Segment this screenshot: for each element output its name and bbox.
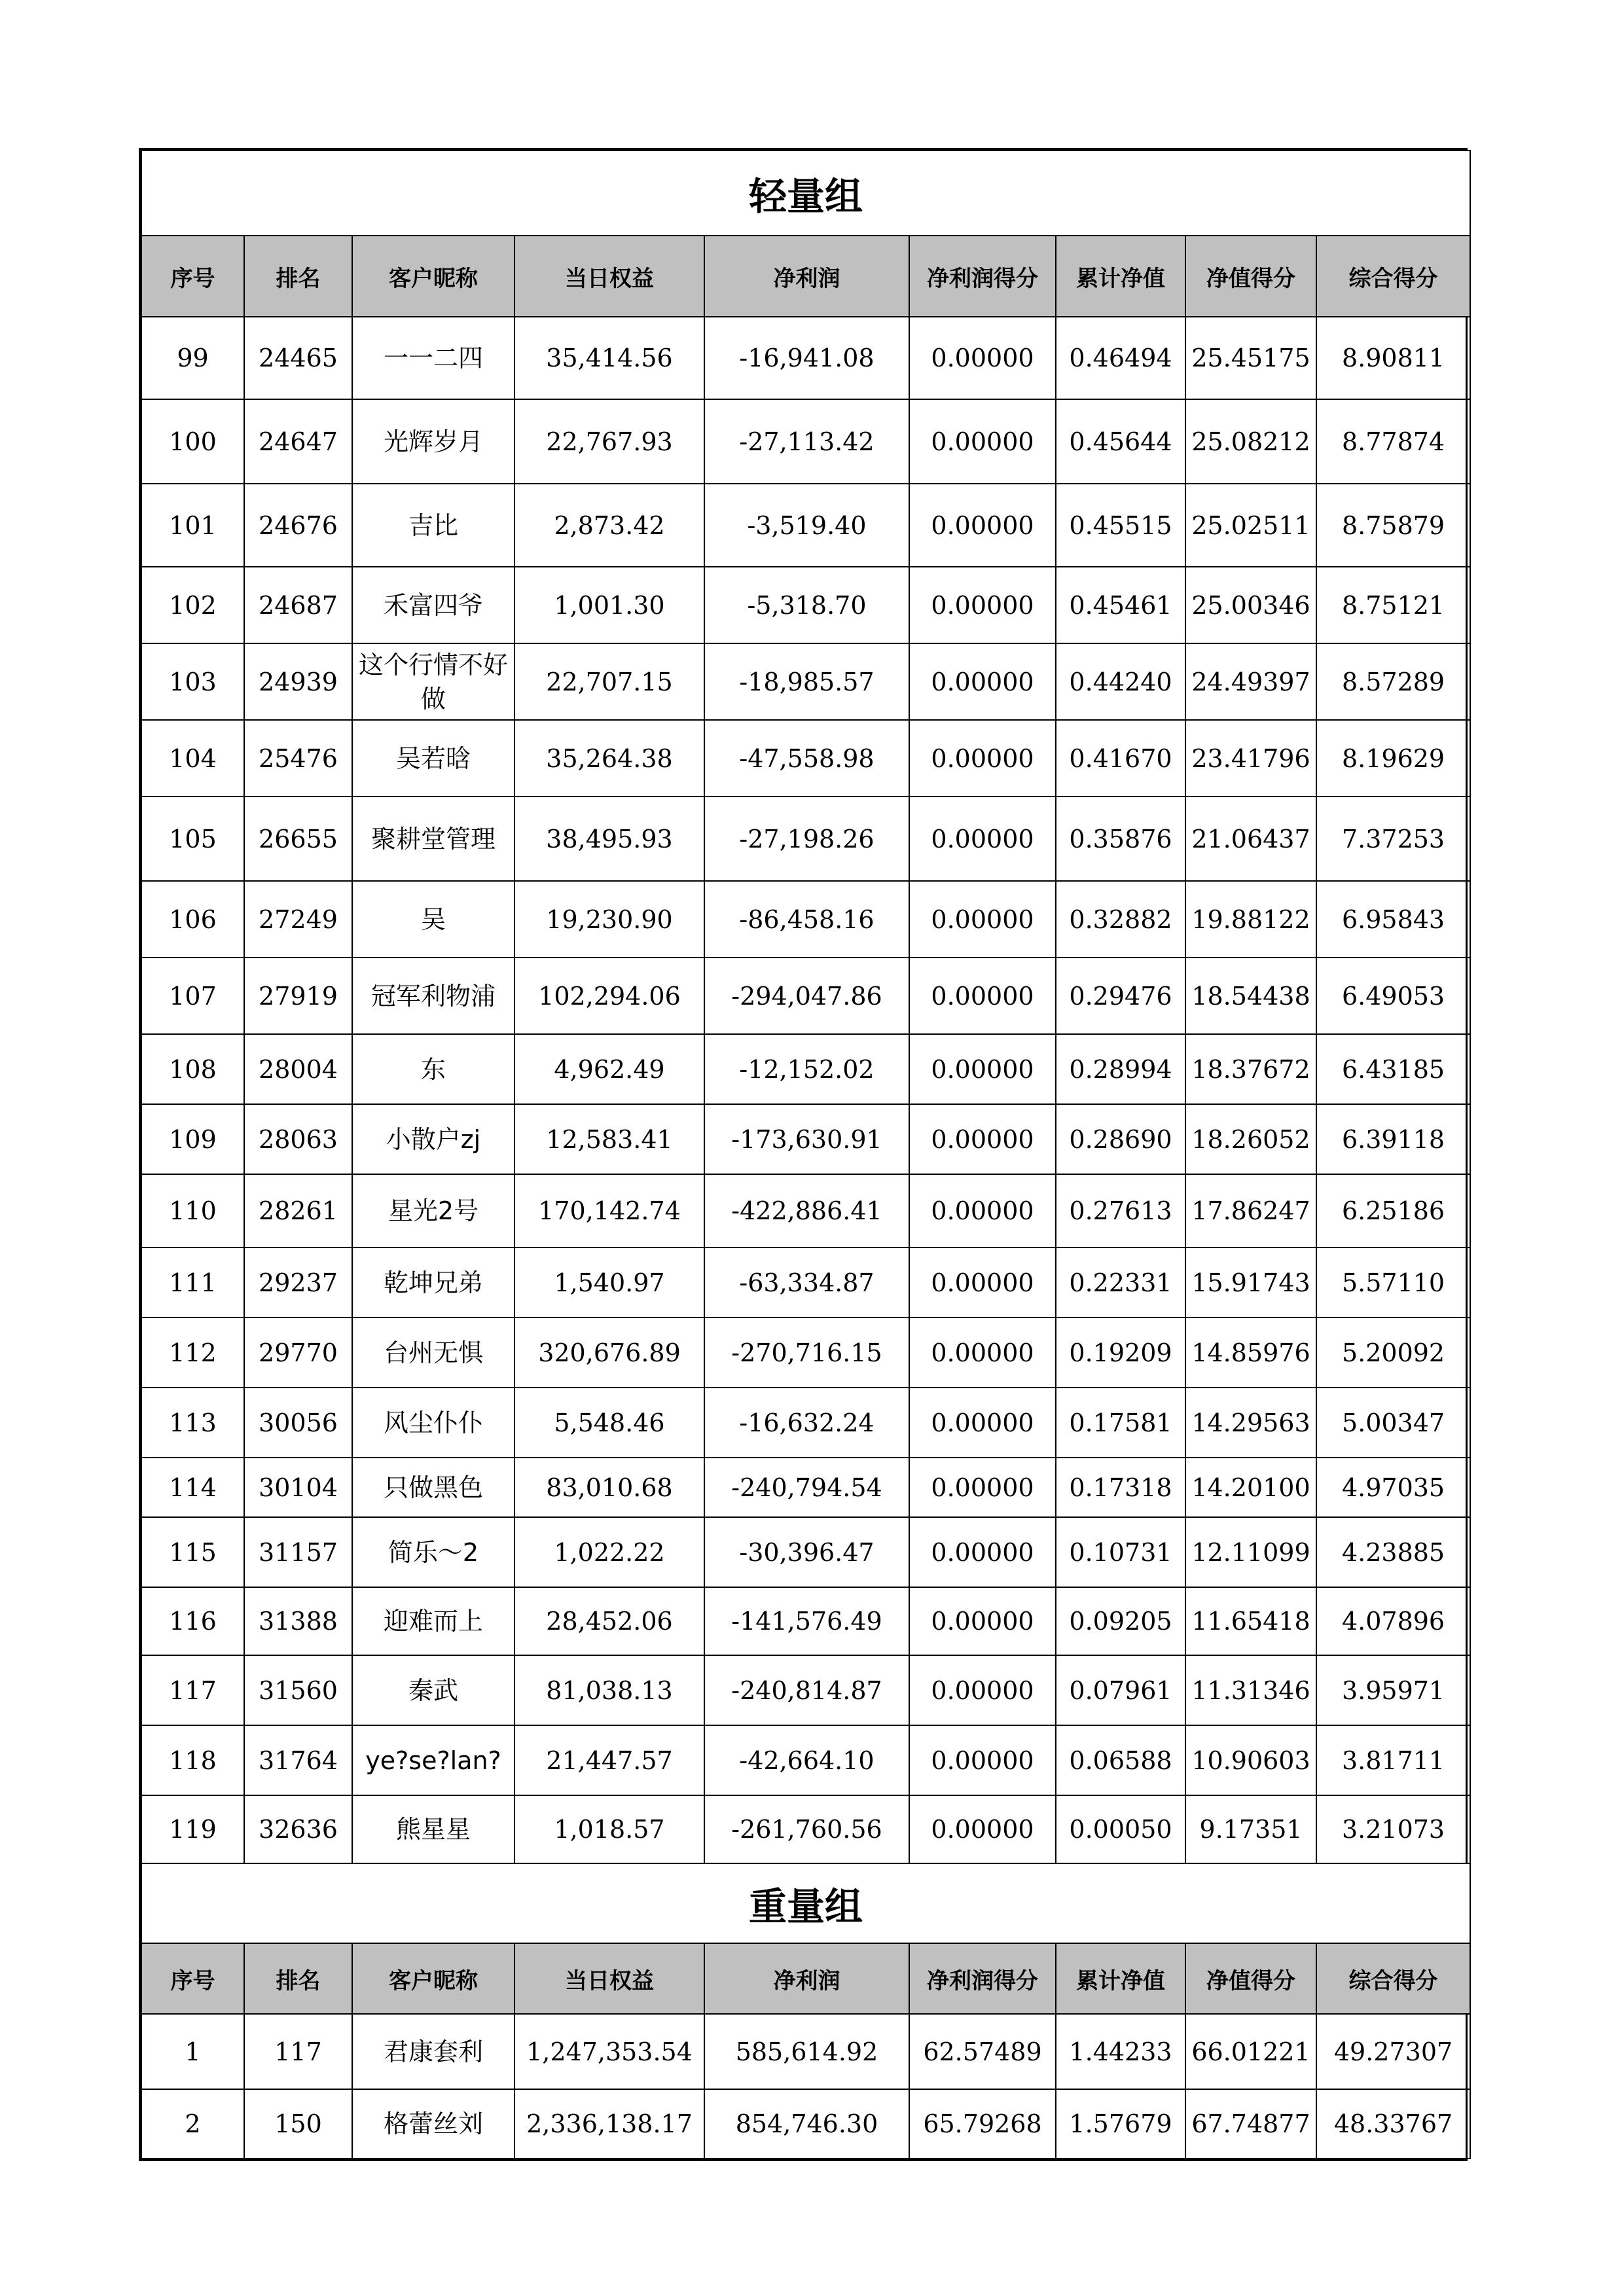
- cell-nav-score: 25.08212: [1185, 399, 1316, 484]
- cell-total: 3.21073: [1316, 1795, 1470, 1863]
- cell-nav: 0.28690: [1056, 1104, 1185, 1174]
- cell-nav: 0.27613: [1056, 1174, 1185, 1247]
- table-row: [141, 958, 1470, 1034]
- table-row: [141, 1655, 1470, 1725]
- cell-rank: 24676: [244, 484, 352, 567]
- cell-no: 119: [141, 1795, 244, 1863]
- cell-nav: 0.45515: [1056, 484, 1185, 567]
- table-row: [141, 1174, 1470, 1247]
- cell-no: 1: [141, 2014, 244, 2089]
- cell-profit-score: 0.00000: [909, 881, 1056, 958]
- cell-profit: 854,746.30: [704, 2089, 909, 2159]
- cell-profit-score: 0.00000: [909, 643, 1056, 720]
- cell-profit: -47,558.98: [704, 720, 909, 797]
- cell-nav: 1.57679: [1056, 2089, 1185, 2159]
- cell-profit-score: 0.00000: [909, 1725, 1056, 1795]
- cell-nav: 0.35876: [1056, 797, 1185, 881]
- cell-rank: 150: [244, 2089, 352, 2159]
- column-header: 序号: [141, 236, 244, 317]
- cell-profit: -27,198.26: [704, 797, 909, 881]
- cell-nav: 0.22331: [1056, 1247, 1185, 1318]
- cell-total: 5.20092: [1316, 1318, 1470, 1388]
- cell-nav-score: 12.11099: [1185, 1517, 1316, 1587]
- table-row: [141, 1587, 1470, 1655]
- cell-total: 3.81711: [1316, 1725, 1470, 1795]
- cell-name: 台州无惧: [352, 1318, 514, 1388]
- cell-no: 102: [141, 567, 244, 643]
- column-header: 净值得分: [1185, 1943, 1316, 2014]
- cell-equity: 83,010.68: [514, 1458, 704, 1517]
- cell-profit-score: 0.00000: [909, 958, 1056, 1034]
- cell-no: 100: [141, 399, 244, 484]
- cell-equity: 170,142.74: [514, 1174, 704, 1247]
- ranking-sheet: [139, 148, 1468, 2161]
- cell-nav-score: 11.65418: [1185, 1587, 1316, 1655]
- cell-nav: 0.41670: [1056, 720, 1185, 797]
- table-row: [141, 1247, 1470, 1318]
- cell-equity: 38,495.93: [514, 797, 704, 881]
- cell-nav: 0.46494: [1056, 317, 1185, 399]
- cell-nav-score: 14.20100: [1185, 1458, 1316, 1517]
- cell-profit-score: 0.00000: [909, 1655, 1056, 1725]
- cell-total: 8.90811: [1316, 317, 1470, 399]
- cell-nav: 0.06588: [1056, 1725, 1185, 1795]
- cell-profit-score: 0.00000: [909, 1034, 1056, 1104]
- cell-profit-score: 0.00000: [909, 797, 1056, 881]
- cell-nav-score: 25.02511: [1185, 484, 1316, 567]
- cell-profit: 585,614.92: [704, 2014, 909, 2089]
- cell-nav-score: 25.00346: [1185, 567, 1316, 643]
- cell-total: 8.19629: [1316, 720, 1470, 797]
- cell-profit: -261,760.56: [704, 1795, 909, 1863]
- cell-rank: 31560: [244, 1655, 352, 1725]
- cell-no: 2: [141, 2089, 244, 2159]
- cell-equity: 320,676.89: [514, 1318, 704, 1388]
- cell-profit: -42,664.10: [704, 1725, 909, 1795]
- cell-nav: 0.07961: [1056, 1655, 1185, 1725]
- cell-name: 小散户zj: [352, 1104, 514, 1174]
- cell-no: 114: [141, 1458, 244, 1517]
- column-header: 净利润: [704, 1943, 909, 2014]
- cell-equity: 2,873.42: [514, 484, 704, 567]
- cell-profit: -294,047.86: [704, 958, 909, 1034]
- cell-equity: 81,038.13: [514, 1655, 704, 1725]
- cell-name: 吉比: [352, 484, 514, 567]
- cell-rank: 32636: [244, 1795, 352, 1863]
- cell-nav-score: 25.45175: [1185, 317, 1316, 399]
- cell-nav: 1.44233: [1056, 2014, 1185, 2089]
- cell-no: 110: [141, 1174, 244, 1247]
- table-row: [141, 317, 1470, 399]
- table-row: [141, 1725, 1470, 1795]
- column-header: 综合得分: [1316, 1943, 1470, 2014]
- cell-rank: 24687: [244, 567, 352, 643]
- table-row: [141, 2089, 1470, 2159]
- cell-profit-score: 62.57489: [909, 2014, 1056, 2089]
- cell-profit: -18,985.57: [704, 643, 909, 720]
- light-group-header-row: [141, 236, 1470, 317]
- cell-profit-score: 0.00000: [909, 317, 1056, 399]
- cell-name: ye?se?lan?: [352, 1725, 514, 1795]
- column-header: 序号: [141, 1943, 244, 2014]
- cell-name: 简乐～2: [352, 1517, 514, 1587]
- column-header: 净利润得分: [909, 1943, 1056, 2014]
- table-row: [141, 1318, 1470, 1388]
- cell-name: 熊星星: [352, 1795, 514, 1863]
- table-row: [141, 1388, 1470, 1458]
- column-header: 排名: [244, 236, 352, 317]
- column-header: 净利润: [704, 236, 909, 317]
- cell-total: 4.23885: [1316, 1517, 1470, 1587]
- cell-nav: 0.28994: [1056, 1034, 1185, 1104]
- column-header: 客户昵称: [352, 1943, 514, 2014]
- cell-nav-score: 67.74877: [1185, 2089, 1316, 2159]
- cell-total: 6.25186: [1316, 1174, 1470, 1247]
- cell-nav-score: 15.91743: [1185, 1247, 1316, 1318]
- cell-rank: 31157: [244, 1517, 352, 1587]
- cell-nav: 0.45461: [1056, 567, 1185, 643]
- column-header: 净利润得分: [909, 236, 1056, 317]
- cell-nav-score: 23.41796: [1185, 720, 1316, 797]
- cell-name: 聚耕堂管理: [352, 797, 514, 881]
- table-row: [141, 399, 1470, 484]
- table-row: [141, 1517, 1470, 1587]
- cell-profit-score: 0.00000: [909, 1517, 1056, 1587]
- cell-equity: 4,962.49: [514, 1034, 704, 1104]
- cell-profit: -173,630.91: [704, 1104, 909, 1174]
- cell-nav: 0.44240: [1056, 643, 1185, 720]
- cell-name: 秦武: [352, 1655, 514, 1725]
- cell-profit: -86,458.16: [704, 881, 909, 958]
- cell-profit-score: 0.00000: [909, 1318, 1056, 1388]
- table-row: [141, 797, 1470, 881]
- cell-profit-score: 0.00000: [909, 1388, 1056, 1458]
- cell-total: 7.37253: [1316, 797, 1470, 881]
- column-header: 累计净值: [1056, 1943, 1185, 2014]
- cell-nav: 0.29476: [1056, 958, 1185, 1034]
- cell-profit: -27,113.42: [704, 399, 909, 484]
- cell-profit-score: 0.00000: [909, 720, 1056, 797]
- cell-nav: 0.09205: [1056, 1587, 1185, 1655]
- cell-nav: 0.17581: [1056, 1388, 1185, 1458]
- cell-total: 8.75121: [1316, 567, 1470, 643]
- cell-nav: 0.10731: [1056, 1517, 1185, 1587]
- cell-no: 106: [141, 881, 244, 958]
- cell-equity: 22,707.15: [514, 643, 704, 720]
- column-header: 当日权益: [514, 1943, 704, 2014]
- cell-nav-score: 21.06437: [1185, 797, 1316, 881]
- cell-profit: -63,334.87: [704, 1247, 909, 1318]
- cell-total: 3.95971: [1316, 1655, 1470, 1725]
- cell-nav-score: 9.17351: [1185, 1795, 1316, 1863]
- cell-no: 107: [141, 958, 244, 1034]
- cell-name: 吴: [352, 881, 514, 958]
- cell-name: 格蕾丝刘: [352, 2089, 514, 2159]
- cell-rank: 25476: [244, 720, 352, 797]
- cell-rank: 31388: [244, 1587, 352, 1655]
- cell-total: 5.00347: [1316, 1388, 1470, 1458]
- cell-profit-score: 65.79268: [909, 2089, 1056, 2159]
- cell-nav-score: 14.85976: [1185, 1318, 1316, 1388]
- cell-name: 星光2号: [352, 1174, 514, 1247]
- cell-total: 8.77874: [1316, 399, 1470, 484]
- ranking-table: [141, 150, 1471, 2159]
- cell-equity: 1,540.97: [514, 1247, 704, 1318]
- cell-profit: -12,152.02: [704, 1034, 909, 1104]
- column-header: 综合得分: [1316, 236, 1470, 317]
- cell-profit-score: 0.00000: [909, 1795, 1056, 1863]
- heavy-group-header-row: [141, 1943, 1470, 2014]
- cell-no: 118: [141, 1725, 244, 1795]
- cell-total: 4.97035: [1316, 1458, 1470, 1517]
- cell-rank: 28004: [244, 1034, 352, 1104]
- light-group-title: 轻量组: [141, 151, 1470, 236]
- cell-equity: 35,264.38: [514, 720, 704, 797]
- cell-total: 5.57110: [1316, 1247, 1470, 1318]
- cell-total: 6.39118: [1316, 1104, 1470, 1174]
- cell-equity: 1,022.22: [514, 1517, 704, 1587]
- cell-profit-score: 0.00000: [909, 567, 1056, 643]
- cell-rank: 30104: [244, 1458, 352, 1517]
- cell-equity: 35,414.56: [514, 317, 704, 399]
- cell-nav-score: 14.29563: [1185, 1388, 1316, 1458]
- cell-total: 48.33767: [1316, 2089, 1470, 2159]
- cell-profit-score: 0.00000: [909, 399, 1056, 484]
- cell-nav: 0.19209: [1056, 1318, 1185, 1388]
- cell-rank: 24939: [244, 643, 352, 720]
- cell-profit: -270,716.15: [704, 1318, 909, 1388]
- cell-total: 8.75879: [1316, 484, 1470, 567]
- cell-equity: 2,336,138.17: [514, 2089, 704, 2159]
- cell-name: 禾富四爷: [352, 567, 514, 643]
- cell-profit-score: 0.00000: [909, 1458, 1056, 1517]
- table-row: [141, 643, 1470, 720]
- cell-no: 115: [141, 1517, 244, 1587]
- cell-name: 一一二四: [352, 317, 514, 399]
- cell-no: 104: [141, 720, 244, 797]
- cell-profit: -16,941.08: [704, 317, 909, 399]
- cell-nav-score: 24.49397: [1185, 643, 1316, 720]
- cell-nav: 0.32882: [1056, 881, 1185, 958]
- cell-equity: 5,548.46: [514, 1388, 704, 1458]
- table-row: [141, 1795, 1470, 1863]
- cell-total: 49.27307: [1316, 2014, 1470, 2089]
- cell-equity: 1,001.30: [514, 567, 704, 643]
- table-row: [141, 567, 1470, 643]
- cell-name: 吴若晗: [352, 720, 514, 797]
- cell-no: 116: [141, 1587, 244, 1655]
- cell-total: 6.43185: [1316, 1034, 1470, 1104]
- cell-rank: 117: [244, 2014, 352, 2089]
- cell-name: 迎难而上: [352, 1587, 514, 1655]
- cell-equity: 12,583.41: [514, 1104, 704, 1174]
- table-row: [141, 881, 1470, 958]
- table-row: [141, 2014, 1470, 2089]
- cell-profit-score: 0.00000: [909, 1174, 1056, 1247]
- cell-no: 113: [141, 1388, 244, 1458]
- cell-name: 冠军利物浦: [352, 958, 514, 1034]
- cell-rank: 29237: [244, 1247, 352, 1318]
- cell-rank: 24647: [244, 399, 352, 484]
- cell-nav-score: 18.54438: [1185, 958, 1316, 1034]
- cell-total: 6.49053: [1316, 958, 1470, 1034]
- cell-rank: 27919: [244, 958, 352, 1034]
- cell-name: 东: [352, 1034, 514, 1104]
- cell-profit: -16,632.24: [704, 1388, 909, 1458]
- cell-name: 光辉岁月: [352, 399, 514, 484]
- table-row: [141, 484, 1470, 567]
- cell-no: 99: [141, 317, 244, 399]
- cell-equity: 22,767.93: [514, 399, 704, 484]
- table-row: [141, 1458, 1470, 1517]
- cell-rank: 31764: [244, 1725, 352, 1795]
- cell-equity: 28,452.06: [514, 1587, 704, 1655]
- cell-total: 4.07896: [1316, 1587, 1470, 1655]
- cell-name: 君康套利: [352, 2014, 514, 2089]
- cell-nav: 0.45644: [1056, 399, 1185, 484]
- cell-equity: 1,247,353.54: [514, 2014, 704, 2089]
- cell-profit-score: 0.00000: [909, 1587, 1056, 1655]
- column-header: 客户昵称: [352, 236, 514, 317]
- cell-total: 8.57289: [1316, 643, 1470, 720]
- cell-nav-score: 11.31346: [1185, 1655, 1316, 1725]
- cell-name: 乾坤兄弟: [352, 1247, 514, 1318]
- column-header: 当日权益: [514, 236, 704, 317]
- column-header: 排名: [244, 1943, 352, 2014]
- cell-nav-score: 18.26052: [1185, 1104, 1316, 1174]
- cell-rank: 27249: [244, 881, 352, 958]
- cell-profit: -30,396.47: [704, 1517, 909, 1587]
- table-row: [141, 1104, 1470, 1174]
- cell-profit-score: 0.00000: [909, 484, 1056, 567]
- cell-nav: 0.00050: [1056, 1795, 1185, 1863]
- cell-nav-score: 18.37672: [1185, 1034, 1316, 1104]
- cell-profit-score: 0.00000: [909, 1104, 1056, 1174]
- cell-profit: -422,886.41: [704, 1174, 909, 1247]
- cell-no: 117: [141, 1655, 244, 1725]
- cell-no: 105: [141, 797, 244, 881]
- cell-no: 108: [141, 1034, 244, 1104]
- table-row: [141, 720, 1470, 797]
- cell-profit: -141,576.49: [704, 1587, 909, 1655]
- cell-profit: -5,318.70: [704, 567, 909, 643]
- cell-equity: 1,018.57: [514, 1795, 704, 1863]
- cell-nav-score: 17.86247: [1185, 1174, 1316, 1247]
- cell-profit-score: 0.00000: [909, 1247, 1056, 1318]
- cell-no: 101: [141, 484, 244, 567]
- column-header: 净值得分: [1185, 236, 1316, 317]
- cell-nav-score: 19.88122: [1185, 881, 1316, 958]
- cell-name: 这个行情不好做: [352, 643, 514, 720]
- heavy-group-title: 重量组: [141, 1863, 1470, 1943]
- cell-rank: 26655: [244, 797, 352, 881]
- cell-no: 112: [141, 1318, 244, 1388]
- cell-rank: 30056: [244, 1388, 352, 1458]
- cell-no: 103: [141, 643, 244, 720]
- cell-equity: 21,447.57: [514, 1725, 704, 1795]
- cell-equity: 102,294.06: [514, 958, 704, 1034]
- cell-name: 只做黑色: [352, 1458, 514, 1517]
- cell-nav-score: 66.01221: [1185, 2014, 1316, 2089]
- cell-no: 111: [141, 1247, 244, 1318]
- cell-nav-score: 10.90603: [1185, 1725, 1316, 1795]
- cell-rank: 24465: [244, 317, 352, 399]
- cell-rank: 29770: [244, 1318, 352, 1388]
- cell-profit: -240,814.87: [704, 1655, 909, 1725]
- cell-total: 6.95843: [1316, 881, 1470, 958]
- cell-name: 风尘仆仆: [352, 1388, 514, 1458]
- cell-rank: 28261: [244, 1174, 352, 1247]
- cell-profit: -3,519.40: [704, 484, 909, 567]
- column-header: 累计净值: [1056, 236, 1185, 317]
- cell-no: 109: [141, 1104, 244, 1174]
- cell-rank: 28063: [244, 1104, 352, 1174]
- cell-nav: 0.17318: [1056, 1458, 1185, 1517]
- cell-equity: 19,230.90: [514, 881, 704, 958]
- table-row: [141, 1034, 1470, 1104]
- cell-profit: -240,794.54: [704, 1458, 909, 1517]
